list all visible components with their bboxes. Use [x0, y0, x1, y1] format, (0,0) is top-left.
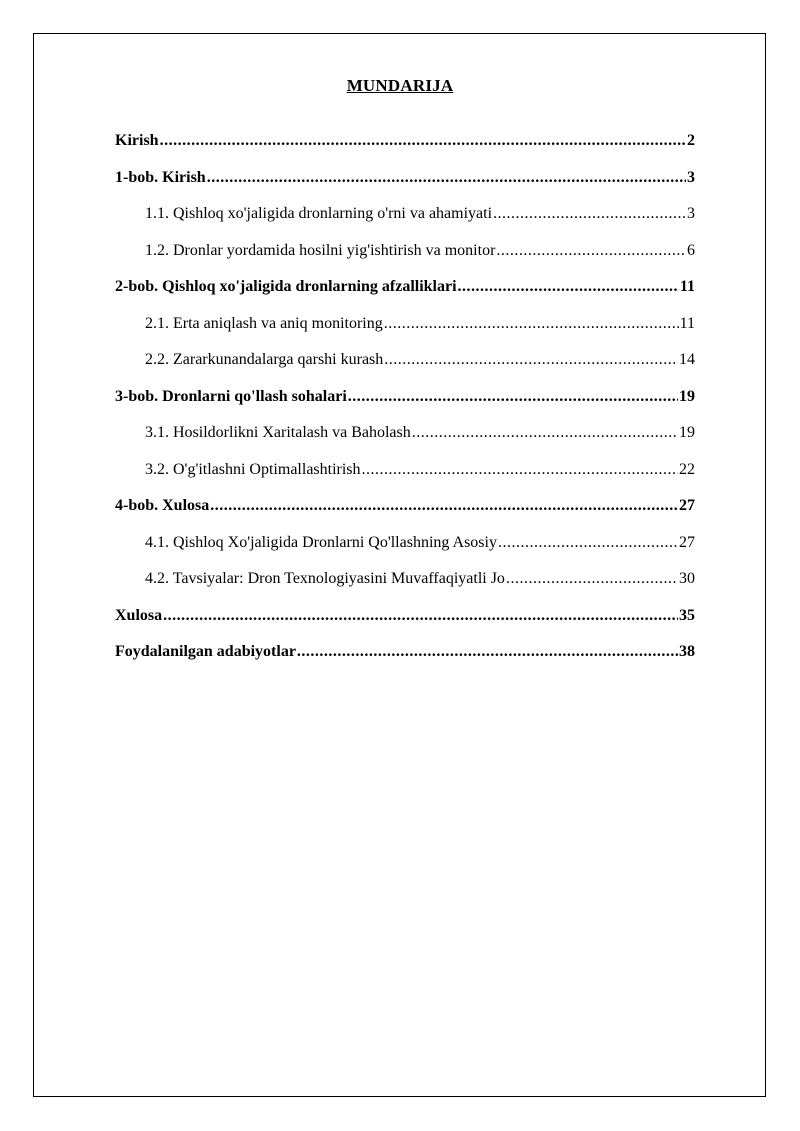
toc-title: MUNDARIJA: [346, 76, 454, 95]
toc-page-number: 27: [679, 497, 695, 514]
toc-page-number: 11: [679, 278, 695, 295]
toc-page-number: 3: [687, 205, 695, 222]
toc-page-number: 11: [679, 314, 695, 332]
toc-page-number: 19: [679, 387, 695, 405]
toc-page-number: 38: [679, 643, 695, 660]
toc-dot-leader: [412, 424, 678, 442]
toc-entry-chapter-3[interactable]: [115, 388, 695, 425]
toc-page-number: 30: [679, 570, 695, 587]
toc-page-number: 2: [687, 132, 695, 149]
toc-entry-chapter-4[interactable]: [115, 497, 695, 534]
toc-dot-leader: [348, 388, 678, 406]
toc-entry-kirish[interactable]: [115, 132, 695, 169]
toc-entry-text: 3.2. O'g'itlashni Optimallashtirish: [145, 460, 361, 478]
toc-entry-section-4-2[interactable]: [115, 570, 695, 607]
toc-dot-leader: [297, 643, 678, 661]
toc-entry-text: Foydalanilgan adabiyotlar: [115, 643, 296, 660]
toc-entry-text: 1.2. Dronlar yordamida hosilni yig'ishtirish va monitor: [145, 241, 496, 259]
toc-entry-chapter-2[interactable]: [115, 278, 695, 315]
toc-page-number: 35: [679, 606, 695, 624]
toc-entry-section-1-2[interactable]: [115, 242, 695, 279]
toc-entry-text: Kirish: [115, 132, 159, 149]
toc-entry-xulosa[interactable]: [115, 607, 695, 644]
toc-entry-section-3-2[interactable]: [115, 461, 695, 498]
toc-page-number: 22: [679, 460, 695, 478]
toc-entry-section-1-1[interactable]: [115, 205, 695, 242]
toc-entry-text: 1.1. Qishloq xo'jaligida dronlarning o'rni va ahamiyati: [145, 205, 493, 222]
toc-entry-references[interactable]: [115, 643, 695, 680]
toc-dot-leader: [458, 278, 679, 296]
toc-entry-section-2-1[interactable]: [115, 315, 695, 352]
toc-entry-text: 4.1. Qishloq Xo'jaligida Dronlarni Qo'llashning Asosiy: [145, 533, 497, 551]
toc-dot-leader: [160, 132, 686, 150]
toc-entry-text: 2.1. Erta aniqlash va aniq monitoring: [145, 314, 383, 332]
toc-dot-leader: [493, 205, 686, 223]
toc-entry-chapter-1[interactable]: [115, 169, 695, 206]
toc-page-number: 14: [679, 351, 695, 368]
toc-entry-text: 1-bob. Kirish: [115, 168, 206, 186]
toc-dot-leader: [498, 534, 678, 552]
toc-entry-section-4-1[interactable]: [115, 534, 695, 571]
toc-page-number: 19: [679, 424, 695, 441]
toc-entry-text: 3.1. Hosildorlikni Xaritalash va Baholash: [145, 424, 411, 441]
toc-entry-text: Xulosa: [115, 606, 163, 624]
toc-page-number: 6: [687, 241, 695, 259]
toc-dot-leader: [210, 497, 678, 515]
toc-dot-leader: [506, 570, 678, 588]
toc-dot-leader: [207, 169, 686, 187]
toc-page-number: 27: [679, 533, 695, 551]
toc-dot-leader: [496, 242, 686, 260]
toc-entry-text: 4.2. Tavsiyalar: Dron Texnologiyasini Muvaffaqiyatli Jo: [145, 570, 505, 587]
toc-entry-text: 2.2. Zararkunandalarga qarshi kurash: [145, 351, 384, 368]
toc-page-number: 3: [687, 168, 695, 186]
toc-dot-leader: [163, 607, 678, 625]
toc-dot-leader: [384, 315, 679, 333]
toc-entry-text: 3-bob. Dronlarni qo'llash sohalari: [115, 387, 347, 405]
toc-entry-section-3-1[interactable]: [115, 424, 695, 461]
toc-entry-text: 2-bob. Qishloq xo'jaligida dronlarning afzalliklari: [115, 278, 457, 295]
toc-entry-section-2-2[interactable]: [115, 351, 695, 388]
toc-dot-leader: [362, 461, 678, 479]
table-of-contents: [115, 132, 695, 680]
toc-entry-text: 4-bob. Xulosa: [115, 497, 210, 514]
toc-dot-leader: [384, 351, 678, 369]
